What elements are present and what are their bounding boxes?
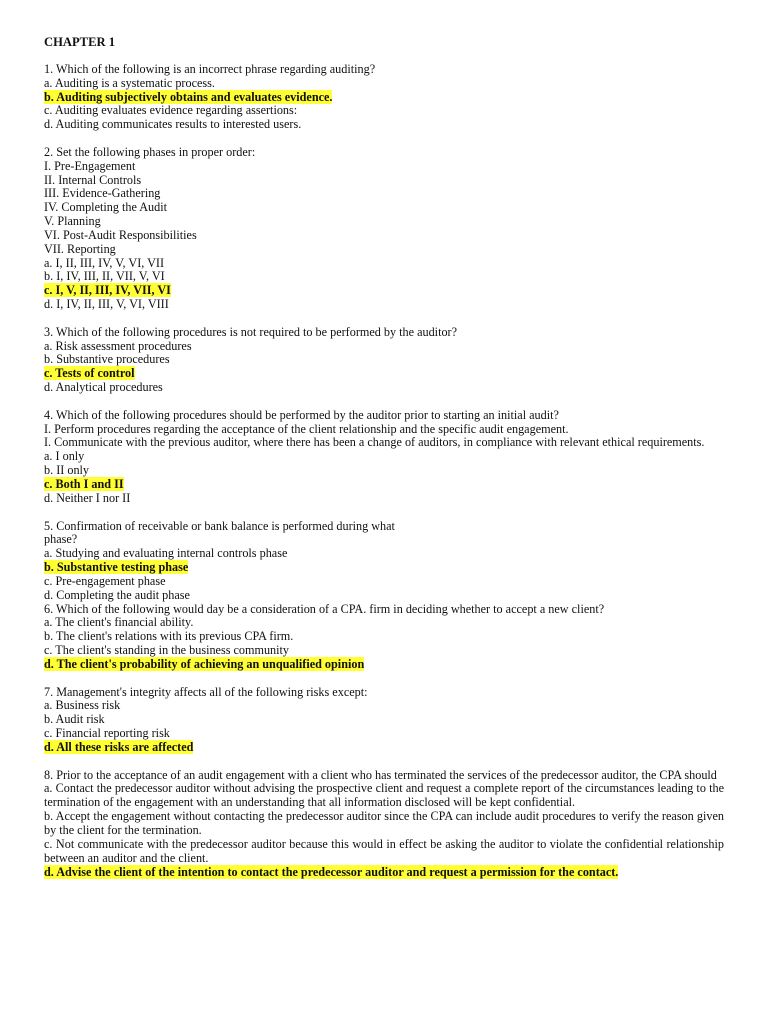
question-text: 2. Set the following phases in proper order: — [44, 144, 256, 159]
question-text: 6. Which of the following would day be a consideration of a CPA. firm in deciding whether to accept a new client? — [44, 601, 605, 616]
text-line: d. Auditing communicates results to interested users. — [44, 117, 302, 132]
answer-highlight: c. I, V, II, III, IV, VII, VI — [44, 283, 171, 298]
text-line: b. II only — [44, 463, 90, 478]
text-line: c. Financial reporting risk — [44, 726, 170, 741]
correct-answer-line — [44, 91, 724, 105]
text-line: c. The client's standing in the business community — [44, 643, 290, 658]
text-line: I. Communicate with the previous auditor, where there has been a change of auditors, in compliance with relevant ethical requirements. — [44, 435, 705, 450]
question-5 — [44, 520, 724, 603]
text-line: III. Evidence-Gathering — [44, 186, 161, 201]
text-line: V. Planning — [44, 214, 101, 229]
answer-highlight: d. Advise the client of the intention to contact the predecessor auditor and request a permission for the contact. — [44, 864, 619, 879]
answer-highlight: d. All these risks are affected — [44, 739, 194, 754]
question-7 — [44, 686, 724, 755]
text-line: II. Internal Controls — [44, 172, 142, 187]
answer-highlight: b. Auditing subjectively obtains and evaluates evidence. — [44, 89, 333, 104]
question-text: 5. Confirmation of receivable or bank balance is performed during what — [44, 518, 395, 533]
text-line: a. Studying and evaluating internal controls phase — [44, 546, 288, 561]
correct-answer-line — [44, 478, 724, 492]
text-line: phase? — [44, 532, 78, 547]
text-line: c. Not communicate with the predecessor auditor because this would in effect be asking the auditor to violate the confidential relationship between an auditor and the client. — [44, 836, 724, 865]
chapter-heading: CHAPTER 1 — [44, 35, 116, 49]
text-line: IV. Completing the Audit — [44, 200, 168, 215]
question-text: 4. Which of the following procedures should be performed by the auditor prior to starting an initial audit? — [44, 407, 559, 422]
text-line: c. Pre-engagement phase — [44, 573, 166, 588]
question-3 — [44, 326, 724, 395]
question-text: 7. Management's integrity affects all of the following risks except: — [44, 684, 368, 699]
text-line: d. I, IV, II, III, V, VI, VIII — [44, 297, 169, 312]
answer-highlight: d. The client's probability of achieving an unqualified opinion — [44, 656, 365, 671]
text-line: b. Audit risk — [44, 712, 105, 727]
text-line: I. Pre-Engagement — [44, 158, 136, 173]
answer-highlight: c. Tests of control — [44, 366, 135, 381]
text-line: d. Neither I nor II — [44, 490, 131, 505]
answer-highlight: c. Both I and II — [44, 477, 124, 492]
question-text: 3. Which of the following procedures is not required to be performed by the auditor? — [44, 324, 458, 339]
text-line: a. I, II, III, IV, V, VI, VII — [44, 255, 165, 270]
text-line: b. The client's relations with its previous CPA firm. — [44, 629, 294, 644]
question-list — [44, 63, 724, 880]
text-line: b. Accept the engagement without contacting the predecessor auditor since the CPA can include audit procedures to verify the reason given by the client for the termination. — [44, 809, 724, 837]
correct-answer-line — [44, 866, 724, 880]
text-line: d. Completing the audit phase — [44, 587, 190, 602]
question-text: 8. Prior to the acceptance of an audit engagement with a client who has terminated the services of the predecessor auditor, the CPA should — [44, 767, 717, 782]
document-page — [44, 36, 724, 893]
question-4 — [44, 409, 724, 506]
text-line: I. Perform procedures regarding the acceptance of the client relationship and the specific audit engagement. — [44, 421, 569, 436]
correct-answer-line — [44, 561, 724, 575]
question-1 — [44, 63, 724, 132]
correct-answer-line — [44, 658, 724, 672]
text-line: a. The client's financial ability. — [44, 615, 194, 630]
text-line: VII. Reporting — [44, 241, 116, 256]
text-line: a. Auditing is a systematic process. — [44, 75, 215, 90]
text-line: b. I, IV, III, II, VII, V, VI — [44, 269, 165, 284]
question-text: 1. Which of the following is an incorrect phrase regarding auditing? — [44, 61, 376, 76]
text-line: VI. Post-Audit Responsibilities — [44, 227, 197, 242]
correct-answer-line — [44, 741, 724, 755]
correct-answer-line — [44, 367, 724, 381]
question-6 — [44, 603, 724, 672]
text-line: a. Business risk — [44, 698, 121, 713]
question-8 — [44, 769, 724, 880]
question-2 — [44, 146, 724, 312]
text-line: a. Risk assessment procedures — [44, 338, 192, 353]
text-line: b. Substantive procedures — [44, 352, 170, 367]
answer-highlight: b. Substantive testing phase — [44, 560, 189, 575]
text-line: d. Analytical procedures — [44, 380, 163, 395]
correct-answer-line — [44, 284, 724, 298]
text-line: c. Auditing evaluates evidence regarding assertions: — [44, 103, 298, 118]
text-line: a. Contact the predecessor auditor without advising the prospective client and request a complete report of the circumstances leading to the termination of the engagement with an understanding that all information disclosed will be kept confidential. — [44, 781, 724, 810]
text-line: a. I only — [44, 449, 85, 464]
